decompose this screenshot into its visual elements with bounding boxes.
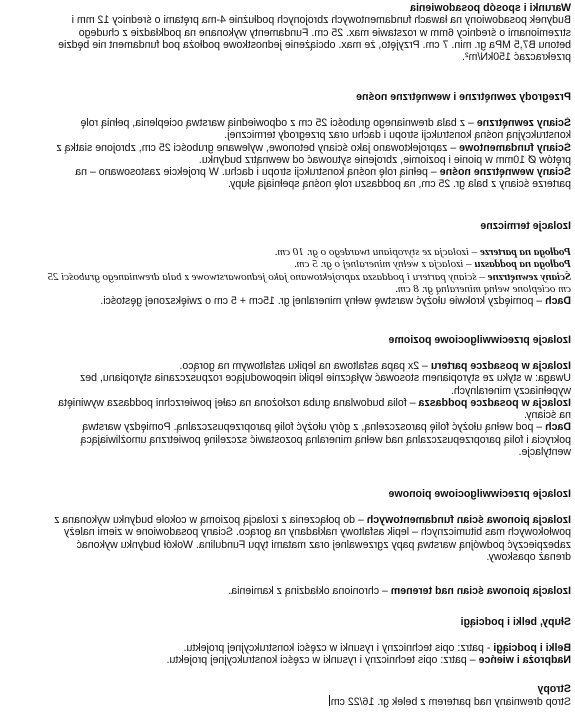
section-heading: Izolacje przeciwwilgociowe poziome (388, 334, 571, 346)
term-text: – izolacja ze styropianu twardego o gr. 10 cm. (274, 246, 480, 258)
text-line (3, 360, 571, 372)
text-line: prętów Ø 10mm w pionie i poziomie, zbrojenie sytuować od wewnątrz budynku. (198, 153, 571, 166)
text-line: pokrycia i folią paroprzepuszczalną nad wełną mineralną pozostawić szczelinę powietrzną umożliwiającą (80, 433, 571, 446)
text-line: strzemionami o średnicy 6mm w rozstawie max. 25 cm. Fundamenty wykonane na podkładzie z chudego (78, 26, 571, 39)
term-text: – pełnią rolę nośną konstrukcji stropu i dachu. W projekcie zastosowano – na (75, 166, 440, 179)
text-line (3, 166, 571, 178)
term-label: Ściany zewnętrzne (476, 117, 571, 129)
term-label: Ściany fundamentowe (459, 141, 571, 154)
text-line (3, 695, 571, 708)
text-line: wypełniaczy mineralnych. (450, 384, 571, 397)
section-heading: Warunki i sposób posadowienia (410, 2, 571, 14)
text-line (3, 421, 571, 433)
term-text: – z bala drewnianego grubości 25 cm z odpowiednią warstwą ocieplenia, pełnią rolę (80, 117, 477, 129)
text-line (3, 246, 571, 258)
term-text: – 2x papa asfaltowa na lepiku asfaltowym na gorąco. (179, 360, 431, 372)
section-heading: Przegrody zewnętrzne i wewnętrzne nośne (356, 91, 571, 103)
term-label: Belki i podciągi (493, 642, 571, 654)
text-content: Strop drewniany nad parterem z belek gr. 16/22 cm (330, 696, 571, 709)
section-slupy-belki (3, 616, 571, 628)
section-izolacje-pionowe-body (3, 514, 571, 563)
text-line (3, 271, 571, 283)
section-przegrody (3, 91, 571, 103)
text-line: przekraczać 150kN/m². (462, 51, 571, 64)
term-label: Izolacja w posadzce poddasza (418, 396, 571, 409)
term-label: Podłoga na poddaszu (474, 258, 571, 271)
text-line: zabezpieczyć podwójną warstwą papy zgrzewalnej oraz matami typu Fundulina. Wokół budynku wykonać (76, 538, 571, 551)
section-stropy (3, 683, 571, 709)
text-line: parterze ściany z bala gr. 25 cm, na poddaszu rolę nośną spełniają słupy. (227, 178, 571, 191)
term-label: Ściany zewnętrzne (487, 270, 571, 283)
text-line (3, 117, 571, 129)
term-label: Ściany wewnętrzne nośne (439, 166, 571, 179)
text-line: wentylacje. (518, 446, 571, 459)
section-heading: Słupy, belki i podciągi (460, 616, 571, 628)
text-line (3, 642, 571, 654)
section-slupy-belki-body (3, 642, 571, 667)
text-line (3, 585, 571, 597)
text-line: konstrukcyjną nośną konstrukcji stropu i dachu oraz przegrody termicznej. (224, 129, 571, 142)
text-line (3, 397, 571, 409)
term-label: Dach (545, 421, 571, 434)
term-text: – pod wełną ułożyć folię paroszczelną, z góry ułożyć folię paroprzepuszczalną. Pomiędzy warstwą (82, 421, 546, 434)
term-text: – pomiędzy krokwie ułożyć warstwę wełny mineralnej gr. 15cm + 5 cm o zwiększonej gęstości. (100, 295, 546, 308)
section-przegrody-body (3, 117, 571, 191)
text-line (3, 295, 571, 307)
text-line: cm ocieplone wełną mineralną gr. 8 cm. (395, 282, 571, 295)
term-text: – zaprojektowano jako ściany betonowe, wylewane grubości 25 cm, zbrojone siatką z (56, 141, 460, 154)
section-heading: Izolacje przeciwwilgociowe pionowe (388, 488, 571, 500)
section-izolacje-poziome (3, 334, 571, 346)
section-izolacje-termiczne-body (3, 246, 571, 307)
section-izolacje-pionowe (3, 488, 571, 500)
term-label: Izolacja w posadzce parteru (430, 360, 571, 372)
text-line: Uwaga: w styku ze styropianem stosować wyłącznie lepiki niepowodujące rozpuszczania styropianu, bez (79, 372, 571, 385)
section-heading: Izolacje termiczne (480, 220, 571, 232)
text-line: drenaż opaskowy. (486, 550, 571, 563)
text-line: betonu B7,5 MPa gr. min. 7 cm. Przyjęto, że max. obciążenie jednostkowe podłoża pod fundament nie będzie (58, 38, 571, 51)
term-text: - patrz: opis techniczny i rysunki w części konstrukcyjnej projektu. (183, 642, 494, 654)
term-text: – ściany parteru i poddasza zaprojektowano jako jednowarstwowe z bala drewnianego grubości 25 (47, 270, 488, 283)
text-line: Budynek posadowiony na ławach fundamentowych zbrojonych podłużnie 4-ma prętami o średnicy 12 mm i (71, 14, 571, 27)
term-label: Izolacja pionowa ścian fundamentowych (366, 514, 571, 526)
text-line (3, 142, 571, 154)
term-label: Izolacja pionowa ścian nad terenem (390, 585, 571, 597)
term-text: – do połączenia z izolacją poziomą w cokole budynku wykonana z (54, 514, 367, 526)
section-izolacje-termiczne (3, 220, 571, 232)
term-text: – patrz: opis techniczny i rysunki w części konstrukcyjnej projektu. (166, 654, 479, 667)
text-line (3, 258, 571, 270)
section-heading: Stropy (537, 683, 571, 695)
text-line (3, 654, 571, 666)
text-cursor (329, 695, 330, 706)
term-text: – folia budowlana gruba rozłożona na całej powierzchni poddasza wywinięta (58, 396, 419, 409)
section-izolacje-poziome-body (3, 360, 571, 458)
text-line: powłokowych mas bitumicznych – lepik asfaltowy nakładany na gorąco. Ściany posadowione w ziemi należy (64, 526, 571, 539)
term-text: – chroniona okładziną z kamienia. (228, 585, 391, 597)
term-label: Nadproża i wieńce (478, 654, 571, 667)
text-line (3, 514, 571, 526)
term-text: – izolacja z wełny mineralnej o gr. 5 cm. (293, 258, 475, 271)
term-label: Podłoga na parterze (479, 246, 571, 258)
term-label: Dach (545, 295, 571, 308)
section-izolacja-nad-terenem (3, 585, 571, 597)
text-line: na ściany. (524, 409, 571, 422)
section-warunki-posadowienia (3, 2, 571, 63)
